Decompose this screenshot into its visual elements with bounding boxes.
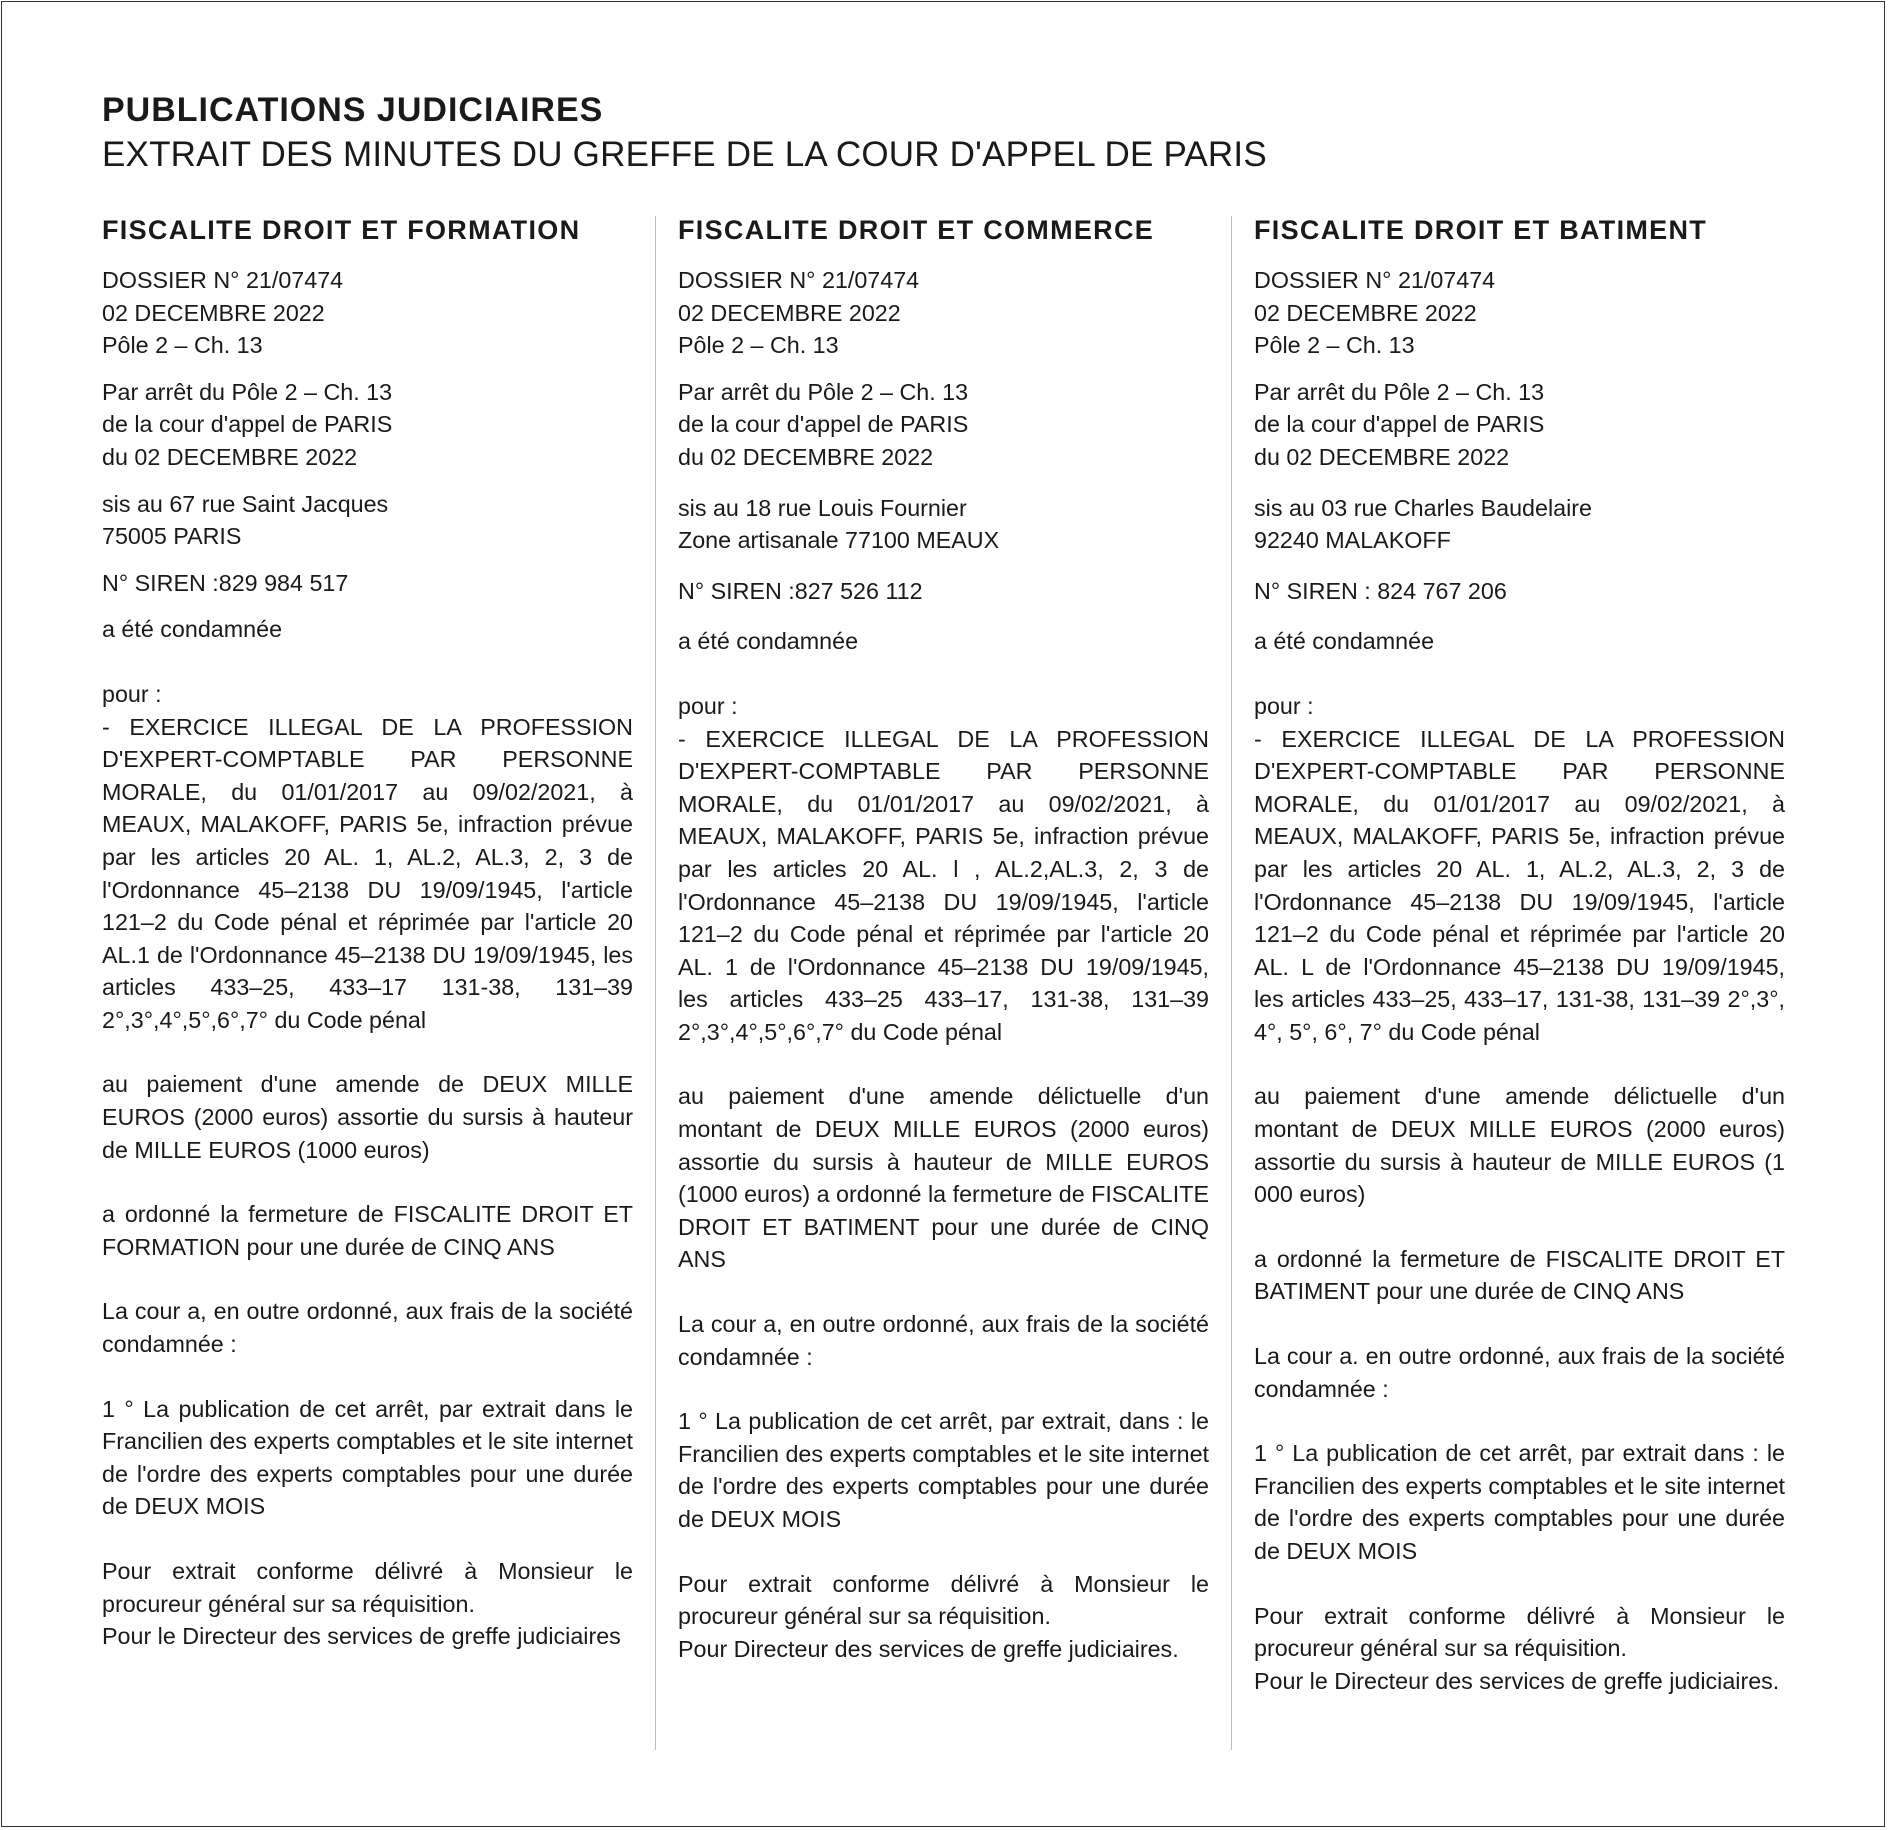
column-divider (655, 216, 656, 1750)
cour-text: La cour a, en outre ordonné, aux frais de la société condamnée : (678, 1311, 1209, 1370)
dossier-date: 02 DECEMBRE 2022 (102, 299, 325, 326)
condamnee: a été condamnée (102, 616, 283, 643)
condamnee: a été condamnée (1254, 628, 1435, 655)
address-line-1: sis au 67 rue Saint Jacques (102, 490, 389, 517)
dossier-block (102, 264, 633, 362)
address-line-1: sis au 03 rue Charles Baudelaire (1254, 494, 1592, 521)
arret-block (678, 376, 1209, 474)
column-heading: FISCALITE DROIT ET FORMATION (102, 215, 581, 245)
arret-line-3: du 02 DECEMBRE 2022 (1254, 443, 1510, 470)
arret-block (1254, 376, 1785, 474)
pour-label: pour : (102, 680, 162, 707)
dossier-pole: Pôle 2 – Ch. 13 (678, 332, 839, 359)
dossier-date: 02 DECEMBRE 2022 (1254, 299, 1477, 326)
arret-line-1: Par arrêt du Pôle 2 – Ch. 13 (102, 378, 393, 405)
amende-text: au paiement d'une amende de DEUX MILLE EUROS (2000 euros) assortie du sursis à hauteur de MILLE EUROS (1000 euros) (102, 1071, 633, 1163)
extrait-text: Pour extrait conforme délivré à Monsieur le procureur général sur sa réquisition. (678, 1570, 1209, 1630)
publication-text: 1 ° La publication de cet arrêt, par extrait dans le Francilien des experts comptables et le site internet de l'ordre des experts comptables pour une durée de DEUX MOIS (102, 1395, 633, 1520)
arret-line-3: du 02 DECEMBRE 2022 (678, 443, 934, 470)
dossier-pole: Pôle 2 – Ch. 13 (1254, 332, 1415, 359)
siren: N° SIREN :829 984 517 (102, 569, 349, 596)
condamnee: a été condamnée (678, 628, 859, 655)
address-block (1254, 492, 1785, 557)
infraction-text: - EXERCICE ILLEGAL DE LA PROFESSION D'EXPERT-COMPTABLE PAR PERSONNE MORALE, du 01/01/2017 au 09/02/2021, à MEAUX, MALAKOFF, PARIS 5e, infraction prévue par les articles 20 AL. l , AL.2,AL.3, 2, 3 de l'Ordonnance 45–2138 DU 19/09/1945, l'article 121–2 du Code pénal et réprimée par l'article 20 AL. 1 de l'Ordonnance 45–2138 DU 19/09/1945, les articles 433–25 433–17, 131-38, 131–39 2°,3°,4°,5°,6°,7° du Code pénal (678, 725, 1209, 1045)
extrait-text: Pour extrait conforme délivré à Monsieur le procureur général sur sa réquisition. (1254, 1602, 1785, 1662)
directeur-text: Pour Directeur des services de greffe judiciaires. (678, 1635, 1179, 1662)
extrait-text: Pour extrait conforme délivré à Monsieur le procureur général sur sa réquisition. (102, 1558, 633, 1617)
publication-text: 1 ° La publication de cet arrêt, par extrait, dans : le Francilien des experts comptables et le site internet de l'ordre des experts comptables pour une durée de DEUX MOIS (678, 1408, 1209, 1532)
arret-line-3: du 02 DECEMBRE 2022 (102, 443, 358, 470)
amende-text: au paiement d'une amende délictuelle d'un montant de DEUX MILLE EUROS (2000 euros) assortie du sursis à hauteur de MILLE EUROS (1 000 euros) (1254, 1083, 1785, 1208)
dossier-number: DOSSIER N° 21/07474 (678, 267, 920, 293)
address-line-2: Zone artisanale 77100 MEAUX (678, 527, 1000, 554)
document-page (1, 1, 1885, 1827)
address-block (678, 492, 1209, 557)
dossier-block (1254, 264, 1785, 362)
arret-line-2: de la cour d'appel de PARIS (102, 411, 393, 438)
infraction-text: - EXERCICE ILLEGAL DE LA PROFESSION D'EXPERT-COMPTABLE PAR PERSONNE MORALE, du 01/01/2017 au 09/02/2021, à MEAUX, MALAKOFF, PARIS 5e, infraction prévue par les articles 20 AL. 1, AL.2, AL.3, 2, 3 de l'Ordonnance 45–2138 DU 19/09/1945, l'article 121–2 du Code pénal et réprimée par l'article 20 AL.1 de l'Ordonnance 45–2138 DU 19/09/1945, les articles 433–25, 433–17 131-38, 131–39 2°,3°,4°,5°,6°,7° du Code pénal (102, 713, 633, 1033)
cour-text: La cour a, en outre ordonné, aux frais de la société condamnée : (102, 1298, 633, 1358)
siren: N° SIREN :827 526 112 (678, 577, 923, 604)
column-divider (1231, 216, 1232, 1750)
directeur-text: Pour le Directeur des services de greffe judiciaires. (1254, 1667, 1780, 1694)
address-line-1: sis au 18 rue Louis Fournier (678, 494, 967, 521)
dossier-number: DOSSIER N° 21/07474 (102, 267, 344, 293)
address-line-2: 92240 MALAKOFF (1254, 527, 1451, 554)
address-block (102, 488, 633, 553)
page-subtitle: EXTRAIT DES MINUTES DU GREFFE DE LA COUR D'APPEL DE PARIS (102, 135, 1267, 174)
dossier-date: 02 DECEMBRE 2022 (678, 299, 901, 326)
page-title: PUBLICATIONS JUDICIAIRES (102, 91, 604, 129)
pour-label: pour : (678, 692, 738, 719)
dossier-block (678, 264, 1209, 362)
column-formation (102, 210, 633, 1653)
arret-line-1: Par arrêt du Pôle 2 – Ch. 13 (678, 378, 969, 405)
fermeture-text: a ordonné la fermeture de FISCALITE DROIT ET FORMATION pour une durée de CINQ ANS (102, 1201, 633, 1260)
amende-text: au paiement d'une amende délictuelle d'un montant de DEUX MILLE EUROS (2000 euros) assortie du sursis à hauteur de MILLE EUROS (1000 euros) a ordonné la fermeture de FISCALITE DROIT ET BATIMENT pour une durée de CINQ ANS (678, 1083, 1209, 1273)
siren: N° SIREN : 824 767 206 (1254, 577, 1507, 604)
publication-text: 1 ° La publication de cet arrêt, par extrait dans : le Francilien des experts comptables et le site internet de l'ordre des experts comptables pour une durée de DEUX MOIS (1254, 1440, 1785, 1564)
arret-line-2: de la cour d'appel de PARIS (678, 411, 969, 438)
fermeture-text: a ordonné la fermeture de FISCALITE DROIT ET BATIMENT pour une durée de CINQ ANS (1254, 1245, 1785, 1305)
arret-line-1: Par arrêt du Pôle 2 – Ch. 13 (1254, 378, 1545, 405)
document-header (102, 90, 1267, 176)
directeur-text: Pour le Directeur des services de greffe judiciaires (102, 1623, 621, 1650)
pour-label: pour : (1254, 692, 1314, 719)
address-line-2: 75005 PARIS (102, 523, 242, 550)
arret-block (102, 376, 633, 474)
arret-line-2: de la cour d'appel de PARIS (1254, 411, 1545, 438)
cour-text: La cour a. en outre ordonné, aux frais de la société condamnée : (1254, 1343, 1785, 1402)
column-batiment (1254, 210, 1785, 1697)
infraction-text: - EXERCICE ILLEGAL DE LA PROFESSION D'EXPERT-COMPTABLE PAR PERSONNE MORALE, du 01/01/2017 au 09/02/2021, à MEAUX, MALAKOFF, PARIS 5e, infraction prévue par les articles 20 AL. 1, AL.2, AL.3, 2, 3 de l'Ordonnance 45–2138 DU 19/09/1945, l'article 121–2 du Code pénal et réprimée par l'article 20 AL. L de l'Ordonnance 45–2138 DU 19/09/1945, les articles 433–25, 433–17, 131-38, 131–39 2°,3°, 4°, 5°, 6°, 7° du Code pénal (1254, 725, 1785, 1045)
column-commerce (678, 210, 1209, 1665)
column-heading: FISCALITE DROIT ET BATIMENT (1254, 215, 1708, 245)
dossier-number: DOSSIER N° 21/07474 (1254, 267, 1496, 293)
dossier-pole: Pôle 2 – Ch. 13 (102, 332, 263, 359)
column-heading: FISCALITE DROIT ET COMMERCE (678, 215, 1155, 245)
